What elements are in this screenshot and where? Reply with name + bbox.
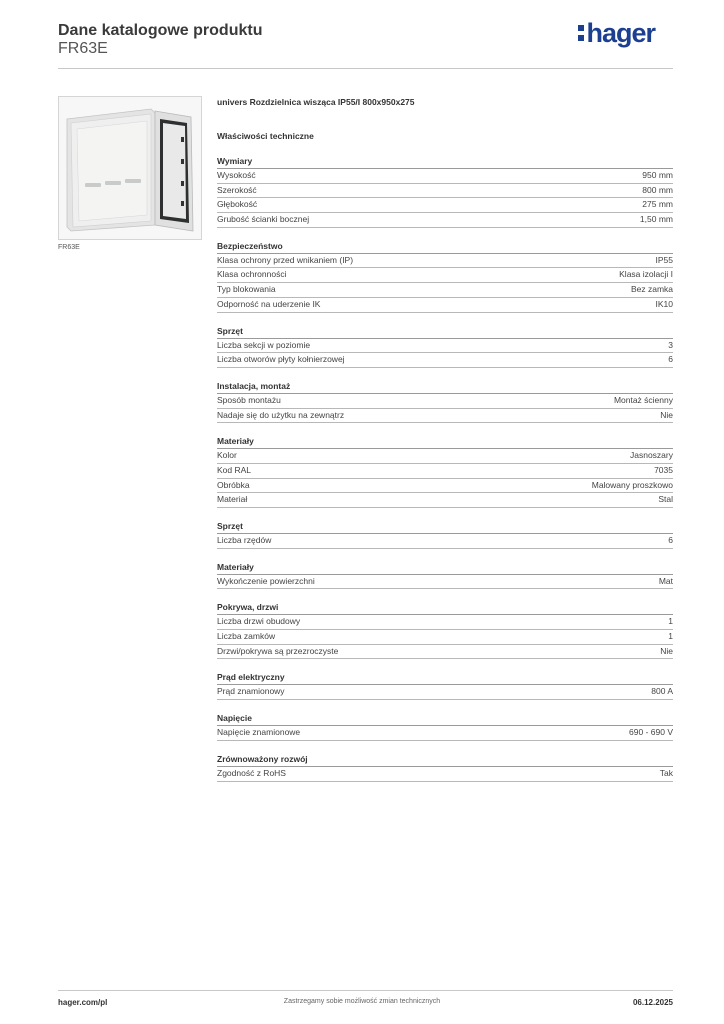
group-title: Wymiary [217, 155, 673, 169]
property-group [217, 435, 673, 508]
property-label: Głębokość [217, 199, 258, 210]
property-value: 950 mm [642, 170, 673, 180]
property-label: Klasa ochronności [217, 269, 287, 280]
property-value: IK10 [655, 298, 673, 309]
property-label: Prąd znamionowy [217, 686, 285, 697]
logo-dots-icon [578, 22, 585, 42]
property-group [217, 380, 673, 423]
group-title: Sprzęt [217, 520, 673, 534]
property-row [217, 726, 673, 741]
property-row [217, 645, 673, 660]
property-value: 1 [668, 631, 673, 642]
property-label: Sposób montażu [217, 394, 281, 405]
product-image [58, 96, 202, 240]
property-value: Montaż ścienny [613, 394, 673, 405]
page-header [58, 20, 673, 70]
group-title: Sprzęt [217, 325, 673, 339]
property-group [217, 240, 673, 313]
property-label: Odporność na uderzenie IK [217, 298, 321, 309]
property-value: 800 A [651, 686, 673, 697]
property-label: Liczba otworów płyty kołnierzowej [217, 354, 345, 365]
group-title: Instalacja, montaż [217, 380, 673, 394]
image-caption: FR63E [58, 244, 80, 251]
property-value: 690 - 690 V [629, 727, 673, 738]
property-row [217, 615, 673, 630]
property-label: Liczba sekcji w poziomie [217, 339, 311, 350]
property-row [217, 449, 673, 464]
group-title: Napięcie [217, 712, 673, 726]
property-row [217, 767, 673, 782]
property-row [217, 298, 673, 313]
property-label: Szerokość [217, 184, 257, 195]
property-value: Jasnoszary [630, 450, 673, 461]
property-row [217, 268, 673, 283]
property-row [217, 254, 673, 269]
group-title: Pokrywa, drzwi [217, 601, 673, 615]
property-label: Typ blokowania [217, 284, 276, 295]
footer-date: 06.12.2025 [632, 998, 673, 1007]
property-row [217, 534, 673, 549]
property-value: IP55 [655, 254, 673, 265]
property-row [217, 394, 673, 409]
property-group [217, 601, 673, 659]
property-label: Liczba zamków [217, 631, 276, 642]
property-value: 3 [668, 339, 673, 350]
footer-divider [58, 990, 673, 991]
property-label: Obróbka [217, 479, 250, 490]
property-row [217, 575, 673, 590]
product-name: univers Rozdzielnica wisząca IP55/I 800x950x275 [217, 97, 415, 107]
property-label: Drzwi/pokrywa są przezroczyste [217, 645, 339, 656]
property-label: Kod RAL [217, 464, 252, 475]
property-label: Materiał [217, 494, 248, 505]
property-value: Klasa izolacji I [619, 269, 673, 280]
product-details [217, 95, 673, 782]
property-value: 800 mm [642, 184, 673, 195]
property-row [217, 464, 673, 479]
property-label: Liczba drzwi obudowy [217, 616, 301, 627]
property-group [217, 561, 673, 590]
property-label: Wykończenie powierzchni [217, 575, 315, 586]
property-row [217, 479, 673, 494]
properties-heading: Właściwości techniczne [217, 131, 314, 141]
property-row [217, 213, 673, 228]
property-row [217, 283, 673, 298]
property-label: Napięcie znamionowe [217, 727, 301, 738]
property-value: Malowany proszkowo [591, 479, 673, 490]
property-value: Nie [660, 409, 673, 420]
property-row [217, 339, 673, 354]
property-label: Kolor [217, 450, 237, 461]
property-group [217, 325, 673, 368]
property-label: Klasa ochrony przed wnikaniem (IP) [217, 254, 354, 265]
property-label: Wysokość [217, 170, 256, 180]
property-group [217, 712, 673, 741]
document-title: Dane katalogowe produktu [58, 22, 263, 39]
hager-logo [578, 18, 655, 49]
property-value: Mat [658, 575, 673, 586]
property-groups [217, 155, 673, 782]
property-value: 6 [668, 354, 673, 365]
property-value: 7035 [654, 464, 673, 475]
property-value: 275 mm [642, 199, 673, 210]
property-group [217, 155, 673, 228]
property-label: Nadaje się do użytku na zewnątrz [217, 409, 345, 420]
property-value: Nie [660, 645, 673, 656]
property-row [217, 184, 673, 199]
property-row [217, 198, 673, 213]
property-value: 1,50 mm [639, 214, 673, 225]
footer-notice: Zastrzegamy sobie możliwość zmian technicznych [283, 998, 441, 1005]
property-row [217, 685, 673, 700]
property-group [217, 520, 673, 549]
property-group [217, 671, 673, 700]
product-code: FR63E [58, 40, 108, 57]
header-divider [58, 68, 673, 69]
property-row [217, 493, 673, 508]
property-group [217, 753, 673, 782]
property-row [217, 630, 673, 645]
property-value: Tak [659, 767, 673, 778]
property-value: 1 [668, 616, 673, 627]
property-value: Stal [658, 494, 673, 505]
logo-text: hager [586, 18, 655, 48]
footer-website: hager.com/pl [58, 998, 108, 1007]
group-title: Zrównoważony rozwój [217, 753, 673, 767]
property-row [217, 409, 673, 424]
enclosure-cabinet-photo-icon [59, 97, 201, 239]
property-label: Liczba rzędów [217, 535, 272, 545]
group-title: Materiały [217, 561, 673, 575]
property-row [217, 169, 673, 184]
group-title: Bezpieczeństwo [217, 240, 673, 254]
property-label: Zgodność z RoHS [217, 767, 286, 778]
property-value: Bez zamka [630, 284, 673, 295]
property-label: Grubość ścianki bocznej [217, 214, 310, 225]
property-row [217, 353, 673, 368]
group-title: Materiały [217, 435, 673, 449]
group-title: Prąd elektryczny [217, 671, 673, 685]
property-value: 6 [668, 535, 673, 545]
